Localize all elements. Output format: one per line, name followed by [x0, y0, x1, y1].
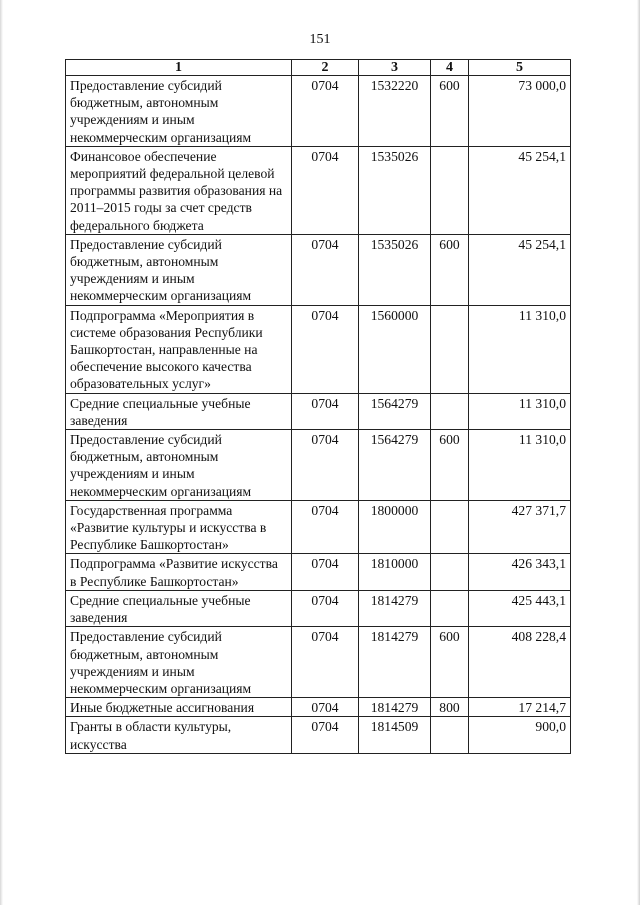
row-type-cell — [431, 554, 469, 590]
row-section-cell: 0704 — [292, 146, 359, 234]
row-name-cell: Средние специальные учебные заведения — [66, 393, 292, 429]
row-section-cell: 0704 — [292, 500, 359, 554]
column-header: 4 — [431, 60, 469, 76]
row-target-cell: 1560000 — [359, 305, 431, 393]
table-row — [66, 627, 571, 698]
row-name-cell: Подпрограмма «Мероприятия в системе образования Республики Башкортостан, направленные на обеспечение высокого качества образовательных услуг» — [66, 305, 292, 393]
row-target-cell: 1564279 — [359, 393, 431, 429]
row-section-cell: 0704 — [292, 393, 359, 429]
row-amount-cell: 426 343,1 — [469, 554, 571, 590]
row-name-cell: Финансовое обеспечение мероприятий федеральной целевой программы развития образования на 2011–2015 годы за счет средств федерального бюджета — [66, 146, 292, 234]
row-type-cell: 600 — [431, 234, 469, 305]
row-type-cell — [431, 500, 469, 554]
row-name-cell: Предоставление субсидий бюджетным, автономным учреждениям и иным некоммерческим организациям — [66, 76, 292, 147]
row-section-cell: 0704 — [292, 627, 359, 698]
row-target-cell: 1814279 — [359, 627, 431, 698]
row-section-cell: 0704 — [292, 717, 359, 753]
page-number: 151 — [309, 32, 331, 47]
row-section-cell: 0704 — [292, 554, 359, 590]
row-type-cell — [431, 146, 469, 234]
row-type-cell: 600 — [431, 627, 469, 698]
row-target-cell: 1814279 — [359, 590, 431, 626]
table-row — [66, 554, 571, 590]
row-amount-cell: 45 254,1 — [469, 146, 571, 234]
row-name-cell: Средние специальные учебные заведения — [66, 590, 292, 626]
row-amount-cell: 45 254,1 — [469, 234, 571, 305]
column-header: 1 — [66, 60, 292, 76]
row-section-cell: 0704 — [292, 430, 359, 501]
row-target-cell: 1810000 — [359, 554, 431, 590]
row-amount-cell: 900,0 — [469, 717, 571, 753]
row-target-cell: 1814279 — [359, 698, 431, 717]
row-section-cell: 0704 — [292, 590, 359, 626]
table-header-row — [66, 60, 571, 76]
row-type-cell — [431, 717, 469, 753]
row-amount-cell: 11 310,0 — [469, 305, 571, 393]
row-name-cell: Государственная программа «Развитие культуры и искусства в Республике Башкортостан» — [66, 500, 292, 554]
column-header: 3 — [359, 60, 431, 76]
row-amount-cell: 408 228,4 — [469, 627, 571, 698]
row-amount-cell: 427 371,7 — [469, 500, 571, 554]
row-name-cell: Предоставление субсидий бюджетным, автономным учреждениям и иным некоммерческим организациям — [66, 234, 292, 305]
table-row — [66, 590, 571, 626]
table-row — [66, 500, 571, 554]
row-section-cell: 0704 — [292, 234, 359, 305]
row-type-cell: 600 — [431, 76, 469, 147]
table-row — [66, 76, 571, 147]
table-row — [66, 305, 571, 393]
row-type-cell — [431, 590, 469, 626]
row-type-cell: 800 — [431, 698, 469, 717]
column-header: 2 — [292, 60, 359, 76]
row-target-cell: 1800000 — [359, 500, 431, 554]
row-name-cell: Предоставление субсидий бюджетным, автономным учреждениям и иным некоммерческим организациям — [66, 627, 292, 698]
row-amount-cell: 11 310,0 — [469, 393, 571, 429]
row-section-cell: 0704 — [292, 76, 359, 147]
row-target-cell: 1814509 — [359, 717, 431, 753]
table-row — [66, 234, 571, 305]
table-row — [66, 430, 571, 501]
row-target-cell: 1564279 — [359, 430, 431, 501]
row-name-cell: Подпрограмма «Развитие искусства в Республике Башкортостан» — [66, 554, 292, 590]
row-name-cell: Предоставление субсидий бюджетным, автономным учреждениям и иным некоммерческим организациям — [66, 430, 292, 501]
budget-table — [65, 59, 571, 754]
row-target-cell: 1535026 — [359, 146, 431, 234]
row-amount-cell: 17 214,7 — [469, 698, 571, 717]
table-row — [66, 698, 571, 717]
row-type-cell — [431, 305, 469, 393]
row-type-cell: 600 — [431, 430, 469, 501]
table-row — [66, 717, 571, 753]
row-section-cell: 0704 — [292, 305, 359, 393]
scan-edge-left — [0, 0, 3, 905]
row-type-cell — [431, 393, 469, 429]
table-row — [66, 393, 571, 429]
row-target-cell: 1532220 — [359, 76, 431, 147]
row-name-cell: Иные бюджетные ассигнования — [66, 698, 292, 717]
row-target-cell: 1535026 — [359, 234, 431, 305]
row-amount-cell: 73 000,0 — [469, 76, 571, 147]
row-amount-cell: 11 310,0 — [469, 430, 571, 501]
row-amount-cell: 425 443,1 — [469, 590, 571, 626]
row-section-cell: 0704 — [292, 698, 359, 717]
column-header: 5 — [469, 60, 571, 76]
table-row — [66, 146, 571, 234]
row-name-cell: Гранты в области культуры, искусства — [66, 717, 292, 753]
